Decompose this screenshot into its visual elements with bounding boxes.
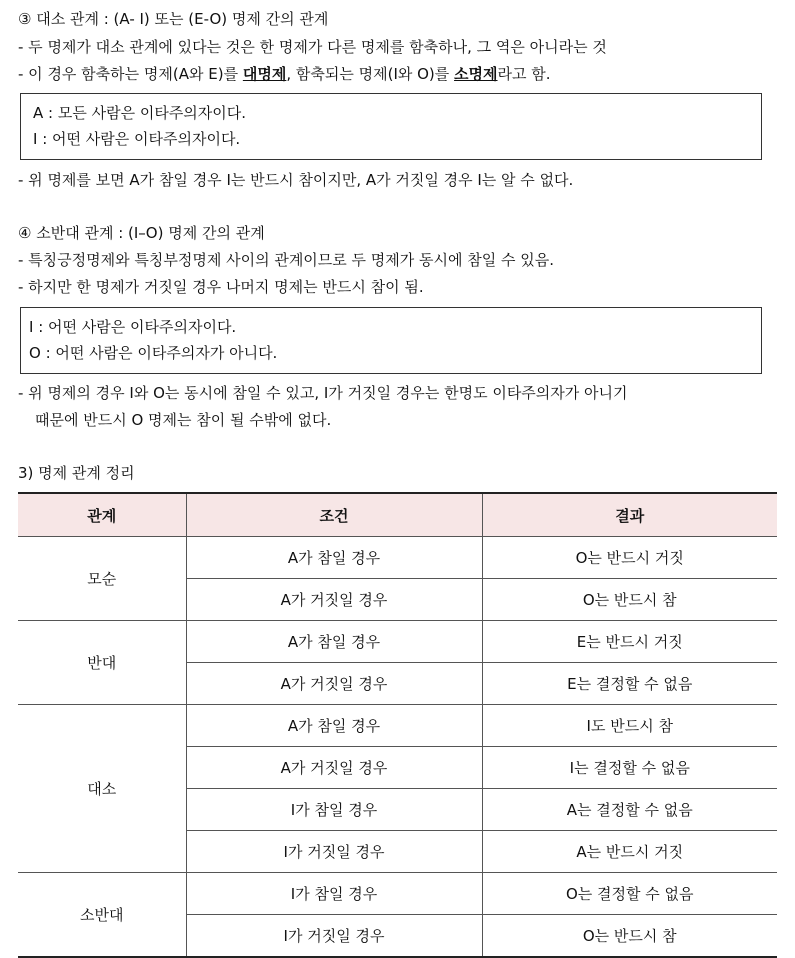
- table-row: [18, 537, 777, 579]
- example-i-statement: I : 어떤 사람은 이타주의자이다.: [33, 130, 241, 148]
- column-header-result: 결과: [482, 493, 777, 537]
- bullet-2-post: 라고 함.: [497, 65, 551, 83]
- subcontrary-heading: ④ 소반대 관계 : (I–O) 명제 간의 관계: [18, 224, 265, 242]
- example-a-statement: A : 모든 사람은 이타주의자이다.: [33, 104, 247, 122]
- condition-cell: A가 참일 경우: [186, 621, 482, 663]
- summary-heading: 3) 명제 관계 정리: [18, 464, 135, 482]
- example-o-statement: O : 어떤 사람은 이타주의자가 아니다.: [29, 344, 278, 362]
- result-cell: I도 반드시 참: [482, 705, 777, 747]
- subcontrary-note-line-1: - 위 명제의 경우 I와 O는 동시에 참일 수 있고, I가 거짓일 경우는 한명도 이타주의자가 아니기: [18, 384, 628, 402]
- subcontrary-bullet-1: - 특칭긍정명제와 특칭부정명제 사이의 관계이므로 두 명제가 동시에 참일 수 있음.: [18, 251, 555, 269]
- condition-cell: A가 거짓일 경우: [186, 579, 482, 621]
- result-cell: E는 반드시 거짓: [482, 621, 777, 663]
- relation-group-cell: 반대: [18, 621, 186, 705]
- minor-premise-term: 소명제: [454, 65, 498, 83]
- column-header-condition: 조건: [186, 493, 482, 537]
- condition-cell: I가 거짓일 경우: [186, 915, 482, 958]
- condition-cell: I가 거짓일 경우: [186, 831, 482, 873]
- condition-cell: I가 참일 경우: [186, 873, 482, 915]
- table-row: [18, 873, 777, 915]
- condition-cell: A가 거짓일 경우: [186, 663, 482, 705]
- example-i-statement: I : 어떤 사람은 이타주의자이다.: [29, 318, 237, 336]
- subordination-example-box: [20, 93, 762, 160]
- relation-group-cell: 대소: [18, 705, 186, 873]
- result-cell: O는 반드시 참: [482, 579, 777, 621]
- subcontrary-bullet-2: - 하지만 한 명제가 거짓일 경우 나머지 명제는 반드시 참이 됨.: [18, 278, 424, 296]
- subordination-note: - 위 명제를 보면 A가 참일 경우 I는 반드시 참이지만, A가 거짓일 경우 I는 알 수 없다.: [18, 171, 574, 189]
- condition-cell: A가 참일 경우: [186, 705, 482, 747]
- table-row: [18, 621, 777, 663]
- result-cell: O는 결정할 수 없음: [482, 873, 777, 915]
- relations-summary-table: [18, 492, 777, 958]
- result-cell: A는 반드시 거짓: [482, 831, 777, 873]
- subcontrary-note-line-2: 때문에 반드시 O 명제는 참이 될 수밖에 없다.: [35, 411, 332, 429]
- table-row: [18, 705, 777, 747]
- result-cell: E는 결정할 수 없음: [482, 663, 777, 705]
- condition-cell: A가 거짓일 경우: [186, 747, 482, 789]
- result-cell: I는 결정할 수 없음: [482, 747, 777, 789]
- condition-cell: A가 참일 경우: [186, 537, 482, 579]
- relation-group-cell: 모순: [18, 537, 186, 621]
- result-cell: A는 결정할 수 없음: [482, 789, 777, 831]
- bullet-2-pre: - 이 경우 함축하는 명제(A와 E)를: [18, 65, 243, 83]
- subordination-bullet-1: - 두 명제가 대소 관계에 있다는 것은 한 명제가 다른 명제를 함축하나, 그 역은 아니라는 것: [18, 38, 607, 56]
- result-cell: O는 반드시 거짓: [482, 537, 777, 579]
- condition-cell: I가 참일 경우: [186, 789, 482, 831]
- table-header-row: [18, 493, 777, 537]
- major-premise-term: 대명제: [242, 65, 287, 83]
- subordination-heading: ③ 대소 관계 : (A- I) 또는 (E-O) 명제 간의 관계: [18, 10, 329, 28]
- result-cell: O는 반드시 참: [482, 915, 777, 958]
- subcontrary-example-box: [20, 307, 762, 374]
- column-header-relation: 관계: [18, 493, 186, 537]
- bullet-2-mid: , 함축되는 명제(I와 O)를: [286, 65, 455, 83]
- subordination-bullet-2: [18, 64, 551, 84]
- relation-group-cell: 소반대: [18, 873, 186, 958]
